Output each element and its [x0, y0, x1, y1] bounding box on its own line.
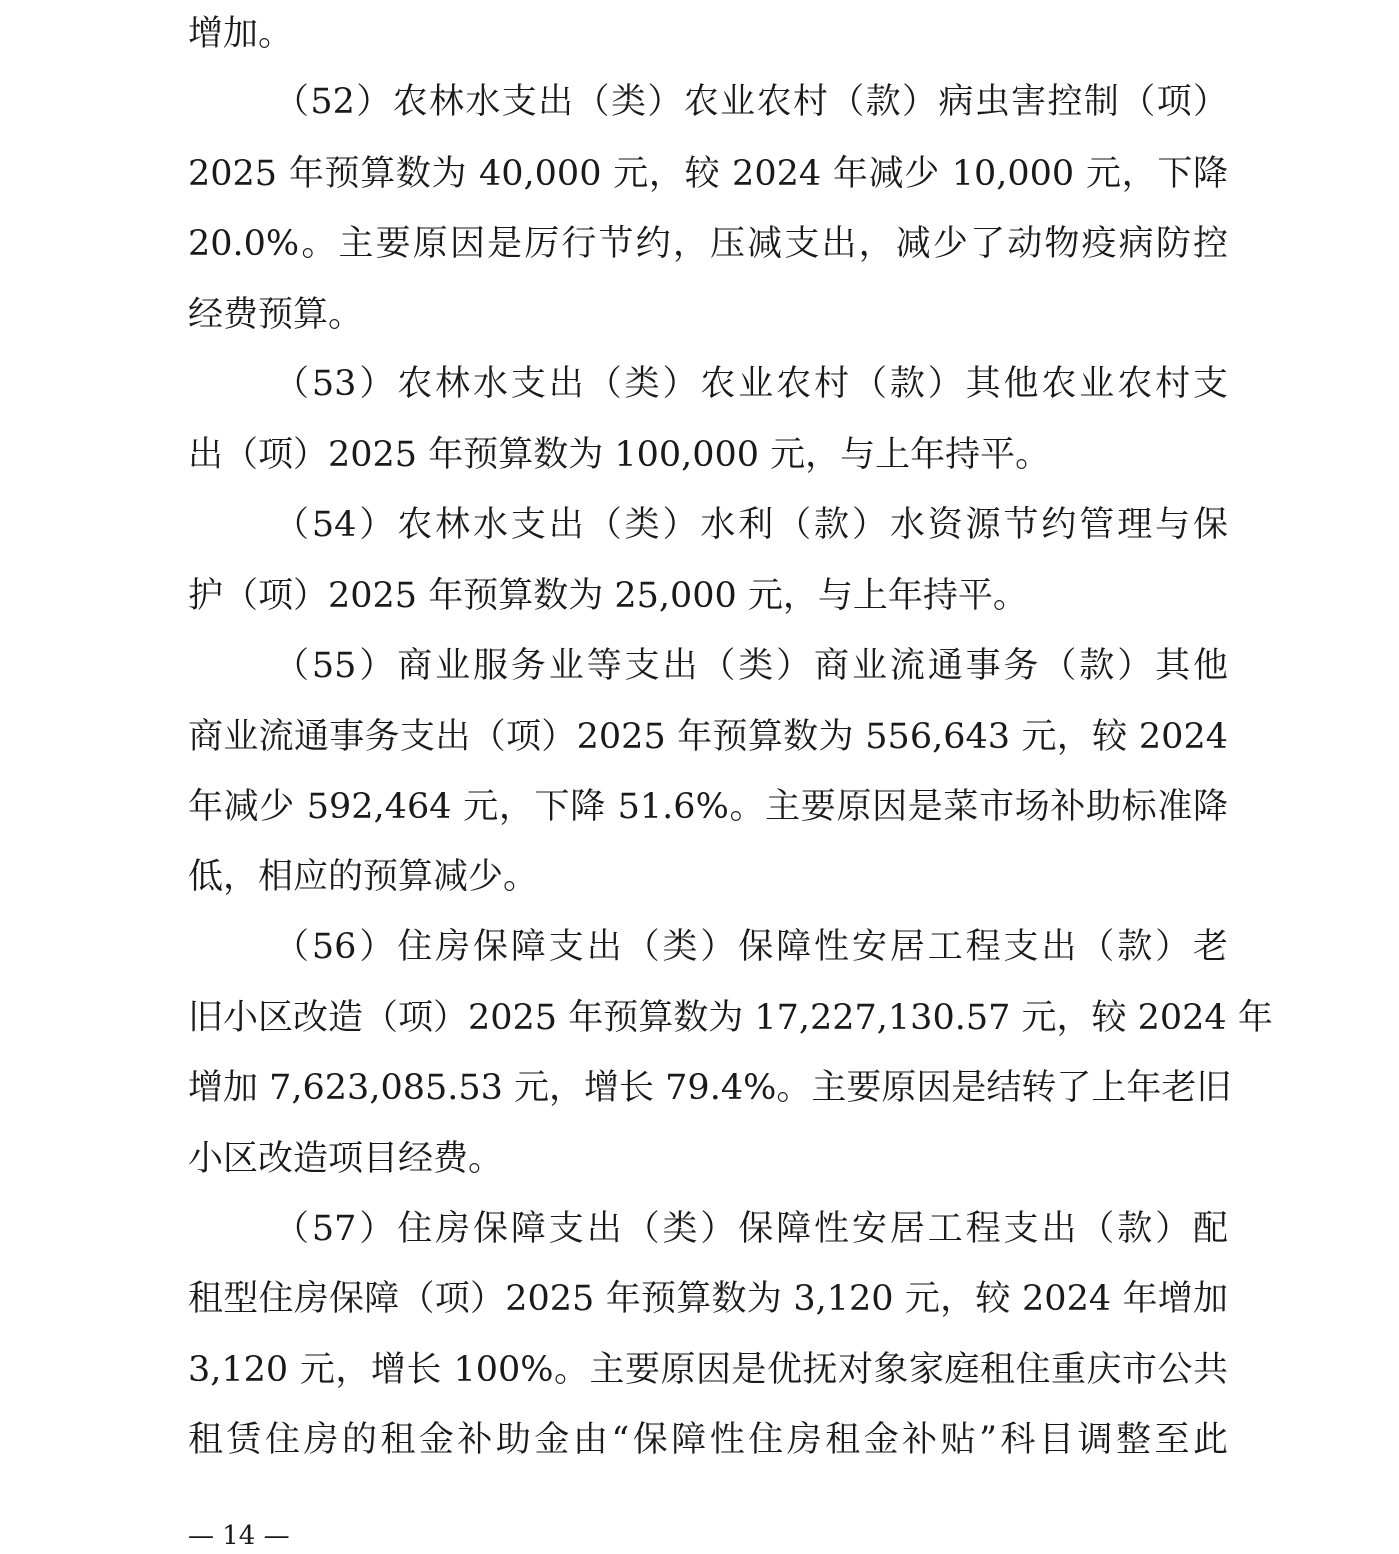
document-page — [188, 0, 1273, 1554]
paragraph-54-line-2: 护（项）2025 年预算数为 25,000 元，与上年持平。 — [188, 576, 1028, 616]
paragraph-56-line-1: （56）住房保障支出（类）保障性安居工程支出（款）老 — [274, 927, 1228, 967]
paragraph-53-line-2: 出（项）2025 年预算数为 100,000 元，与上年持平。 — [188, 435, 1051, 475]
paragraph-57-line-1: （57）住房保障支出（类）保障性安居工程支出（款）配 — [274, 1209, 1228, 1249]
paragraph-53-line-1: （53）农林水支出（类）农业农村（款）其他农业农村支 — [274, 364, 1228, 404]
paragraph-52-line-1: （52）农林水支出（类）农业农村（款）病虫害控制（项） — [274, 82, 1228, 122]
page-number: — 14 — — [188, 1521, 290, 1551]
paragraph-55-line-2: 商业流通事务支出（项）2025 年预算数为 556,643 元，较 2024 — [188, 717, 1228, 757]
paragraph-56-line-4: 小区改造项目经费。 — [188, 1139, 504, 1179]
paragraph-55-line-1: （55）商业服务业等支出（类）商业流通事务（款）其他 — [274, 646, 1228, 686]
paragraph-57-line-2: 租型住房保障（项）2025 年预算数为 3,120 元，较 2024 年增加 — [188, 1279, 1228, 1319]
paragraph-52-line-3: 20.0%。主要原因是厉行节约，压减支出，减少了动物疫病防控 — [188, 224, 1228, 264]
paragraph-55-line-3: 年减少 592,464 元，下降 51.6%。主要原因是菜市场补助标准降 — [188, 787, 1228, 827]
paragraph-52-line-4: 经费预算。 — [188, 295, 364, 335]
paragraph-54-line-1: （54）农林水支出（类）水利（款）水资源节约管理与保 — [274, 505, 1228, 545]
paragraph-52-line-2: 2025 年预算数为 40,000 元，较 2024 年减少 10,000 元，下降 — [188, 154, 1228, 194]
paragraph-57-line-3: 3,120 元，增长 100%。主要原因是优抚对象家庭租住重庆市公共 — [188, 1350, 1228, 1390]
text-line: 增加。 — [188, 14, 294, 54]
paragraph-57-line-4: 租赁住房的租金补助金由“保障性住房租金补贴”科目调整至此 — [188, 1420, 1228, 1460]
paragraph-56-line-2: 旧小区改造（项）2025 年预算数为 17,227,130.57 元，较 2024 年 — [188, 998, 1273, 1038]
paragraph-55-line-4: 低，相应的预算减少。 — [188, 857, 539, 897]
paragraph-56-line-3: 增加 7,623,085.53 元，增长 79.4%。主要原因是结转了上年老旧 — [188, 1068, 1232, 1108]
